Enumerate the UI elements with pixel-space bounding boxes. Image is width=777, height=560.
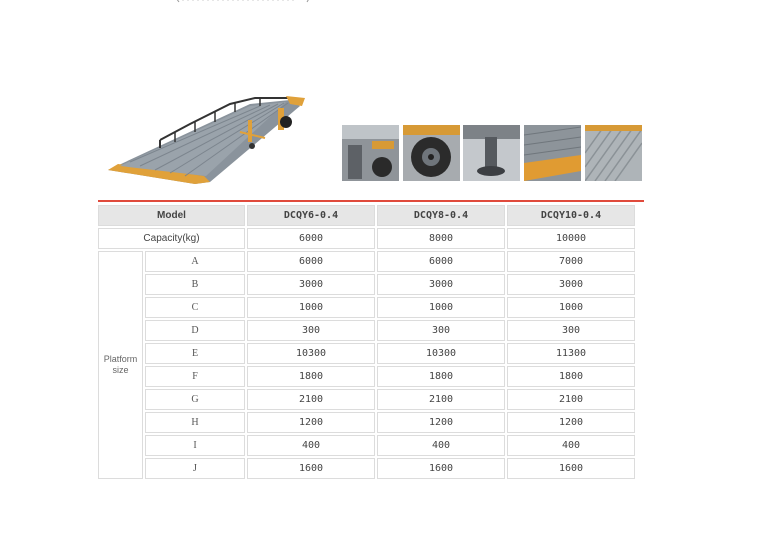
table-cell: 400	[377, 435, 505, 456]
table-cell: 300	[377, 320, 505, 341]
platform-size-label: Platform size	[98, 251, 143, 479]
table-cell: 7000	[507, 251, 635, 272]
grating-surface-detail-photo	[585, 125, 642, 181]
table-cell: 6000	[247, 251, 375, 272]
table-cell: 11300	[507, 343, 635, 364]
table-cell: 3000	[247, 274, 375, 295]
table-cell: 1000	[247, 297, 375, 318]
wheel-detail-photo	[403, 125, 460, 181]
table-cell: 10000	[507, 228, 635, 249]
table-cell: 1600	[507, 458, 635, 479]
row-label: I	[145, 435, 245, 456]
ramp-frame-detail-photo	[342, 125, 399, 181]
model-col-3-header: DCQY10-0.4	[507, 205, 635, 226]
hydraulic-leg-detail-photo	[463, 125, 520, 181]
table-row	[98, 320, 635, 341]
table-row	[98, 274, 635, 295]
lip-plate-detail-photo	[524, 125, 581, 181]
table-cell: 8000	[377, 228, 505, 249]
capacity-row	[98, 228, 635, 249]
table-cell: 1200	[377, 412, 505, 433]
table-row	[98, 251, 635, 272]
table-cell: 300	[507, 320, 635, 341]
table-cell: 3000	[377, 274, 505, 295]
table-cell: 6000	[247, 228, 375, 249]
model-col-1-header: DCQY6-0.4	[247, 205, 375, 226]
row-label: G	[145, 389, 245, 410]
table-cell: 1000	[507, 297, 635, 318]
table-cell: 1800	[377, 366, 505, 387]
table-cell: 2100	[377, 389, 505, 410]
model-col-2-header: DCQY8-0.4	[377, 205, 505, 226]
row-label: A	[145, 251, 245, 272]
table-row	[98, 389, 635, 410]
table-cell: 400	[507, 435, 635, 456]
table-cell: 1600	[247, 458, 375, 479]
row-label: C	[145, 297, 245, 318]
table-row	[98, 458, 635, 479]
table-row	[98, 297, 635, 318]
table-cell: 10300	[247, 343, 375, 364]
row-label: J	[145, 458, 245, 479]
table-cell: 1600	[377, 458, 505, 479]
table-cell: 2100	[247, 389, 375, 410]
table-cell: 6000	[377, 251, 505, 272]
table-cell: 2100	[507, 389, 635, 410]
table-cell: 10300	[377, 343, 505, 364]
table-cell: 1800	[247, 366, 375, 387]
table-cell: 300	[247, 320, 375, 341]
table-row	[98, 435, 635, 456]
spec-table	[96, 203, 637, 481]
table-row	[98, 366, 635, 387]
row-label: H	[145, 412, 245, 433]
row-label: B	[145, 274, 245, 295]
accent-divider	[98, 200, 644, 202]
model-header: Model	[98, 205, 245, 226]
table-cell: 400	[247, 435, 375, 456]
row-label: E	[145, 343, 245, 364]
capacity-label: Capacity(kg)	[98, 228, 245, 249]
row-label: F	[145, 366, 245, 387]
table-row	[98, 343, 635, 364]
table-cell: 1800	[507, 366, 635, 387]
header-row	[98, 205, 635, 226]
table-cell: 3000	[507, 274, 635, 295]
table-cell: 1200	[247, 412, 375, 433]
table-cell: 1200	[507, 412, 635, 433]
cropped-text-fragment	[176, 0, 316, 4]
mobile-yard-ramp-photo	[100, 92, 305, 192]
row-label: D	[145, 320, 245, 341]
table-row	[98, 412, 635, 433]
table-cell: 1000	[377, 297, 505, 318]
